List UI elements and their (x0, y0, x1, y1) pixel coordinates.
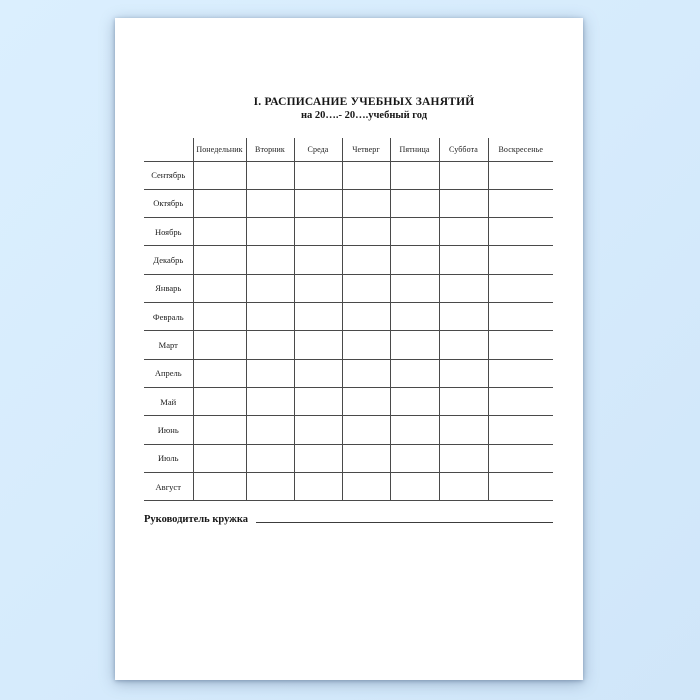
schedule-cell (246, 246, 294, 274)
month-row-9 (144, 416, 553, 444)
row-label-3: Декабрь (144, 246, 193, 274)
schedule-cell (246, 473, 294, 501)
schedule-cell (294, 416, 342, 444)
schedule-cell (488, 473, 553, 501)
schedule-cell (439, 246, 488, 274)
schedule-cell (390, 274, 439, 302)
schedule-cell (439, 359, 488, 387)
schedule-cell (488, 416, 553, 444)
row-label-0: Сентябрь (144, 161, 193, 189)
row-label-7: Апрель (144, 359, 193, 387)
column-header-6: Воскресенье (488, 138, 553, 161)
schedule-cell (488, 189, 553, 217)
schedule-cell (390, 359, 439, 387)
column-header-0: Понедельник (193, 138, 246, 161)
schedule-cell (390, 189, 439, 217)
schedule-cell (488, 444, 553, 472)
schedule-cell (246, 416, 294, 444)
schedule-cell (294, 331, 342, 359)
schedule-cell (294, 444, 342, 472)
schedule-cell (193, 303, 246, 331)
schedule-cell (342, 303, 390, 331)
schedule-cell (246, 274, 294, 302)
schedule-cell (294, 161, 342, 189)
schedule-cell (342, 388, 390, 416)
schedule-cell (246, 189, 294, 217)
column-header-4: Пятница (390, 138, 439, 161)
schedule-cell (342, 218, 390, 246)
schedule-cell (294, 246, 342, 274)
schedule-cell (246, 359, 294, 387)
schedule-cell (390, 161, 439, 189)
row-label-9: Июнь (144, 416, 193, 444)
schedule-cell (488, 218, 553, 246)
column-header-2: Среда (294, 138, 342, 161)
column-header-5: Суббота (439, 138, 488, 161)
column-header-1: Вторник (246, 138, 294, 161)
row-label-11: Август (144, 473, 193, 501)
schedule-cell (342, 444, 390, 472)
month-row-6 (144, 331, 553, 359)
schedule-cell (488, 331, 553, 359)
schedule-cell (294, 473, 342, 501)
schedule-cell (390, 416, 439, 444)
month-row-0 (144, 161, 553, 189)
schedule-cell (439, 161, 488, 189)
month-row-1 (144, 189, 553, 217)
schedule-cell (246, 303, 294, 331)
document-subtitle: на 20….- 20….учебный год (300, 110, 428, 121)
row-label-2: Ноябрь (144, 218, 193, 246)
schedule-cell (390, 388, 439, 416)
schedule-cell (439, 388, 488, 416)
document-title: I. РАСПИСАНИЕ УЧЕБНЫХ ЗАНЯТИЙ (253, 96, 475, 108)
row-label-8: Май (144, 388, 193, 416)
schedule-cell (488, 359, 553, 387)
month-row-5 (144, 303, 553, 331)
schedule-cell (488, 161, 553, 189)
row-label-5: Февраль (144, 303, 193, 331)
schedule-cell (342, 416, 390, 444)
schedule-cell (193, 331, 246, 359)
schedule-cell (193, 218, 246, 246)
schedule-cell (342, 274, 390, 302)
schedule-cell (439, 218, 488, 246)
schedule-cell (246, 444, 294, 472)
schedule-cell (294, 274, 342, 302)
schedule-cell (342, 359, 390, 387)
document-heading (115, 96, 583, 122)
schedule-cell (193, 416, 246, 444)
month-row-8 (144, 388, 553, 416)
schedule-cell (246, 331, 294, 359)
schedule-cell (439, 416, 488, 444)
schedule-cell (294, 189, 342, 217)
document-footer (144, 514, 553, 525)
month-row-7 (144, 359, 553, 387)
row-label-6: Март (144, 331, 193, 359)
schedule-cell (246, 388, 294, 416)
schedule-cell (193, 473, 246, 501)
month-row-2 (144, 218, 553, 246)
schedule-cell (488, 274, 553, 302)
schedule-cell (439, 274, 488, 302)
schedule-cell (193, 359, 246, 387)
schedule-cell (193, 189, 246, 217)
schedule-cell (390, 303, 439, 331)
document-page (115, 18, 583, 680)
schedule-cell (193, 274, 246, 302)
signature-line (256, 522, 553, 523)
schedule-cell (193, 161, 246, 189)
column-header-3: Четверг (342, 138, 390, 161)
schedule-cell (294, 303, 342, 331)
month-row-11 (144, 473, 553, 501)
month-row-10 (144, 444, 553, 472)
schedule-cell (193, 246, 246, 274)
schedule-cell (294, 359, 342, 387)
schedule-cell (439, 331, 488, 359)
schedule-cell (246, 161, 294, 189)
schedule-cell (294, 218, 342, 246)
schedule-cell (439, 189, 488, 217)
month-row-3 (144, 246, 553, 274)
schedule-cell (342, 246, 390, 274)
schedule-cell (390, 473, 439, 501)
schedule-cell (390, 218, 439, 246)
schedule-cell (193, 444, 246, 472)
row-label-1: Октябрь (144, 189, 193, 217)
schedule-cell (488, 303, 553, 331)
schedule-cell (342, 161, 390, 189)
schedule-cell (342, 473, 390, 501)
schedule-cell (246, 218, 294, 246)
month-row-4 (144, 274, 553, 302)
schedule-cell (390, 444, 439, 472)
schedule-cell (390, 331, 439, 359)
schedule-cell (439, 473, 488, 501)
corner-cell (144, 138, 193, 161)
schedule-cell (342, 189, 390, 217)
schedule-cell (439, 303, 488, 331)
schedule-cell (488, 388, 553, 416)
row-label-4: Январь (144, 274, 193, 302)
schedule-cell (294, 388, 342, 416)
row-label-10: Июль (144, 444, 193, 472)
schedule-table (144, 138, 553, 501)
footer-label: Руководитель кружка (144, 514, 248, 526)
schedule-cell (390, 246, 439, 274)
schedule-cell (342, 331, 390, 359)
weekday-header-row (144, 138, 553, 161)
schedule-cell (488, 246, 553, 274)
schedule-cell (439, 444, 488, 472)
schedule-cell (193, 388, 246, 416)
